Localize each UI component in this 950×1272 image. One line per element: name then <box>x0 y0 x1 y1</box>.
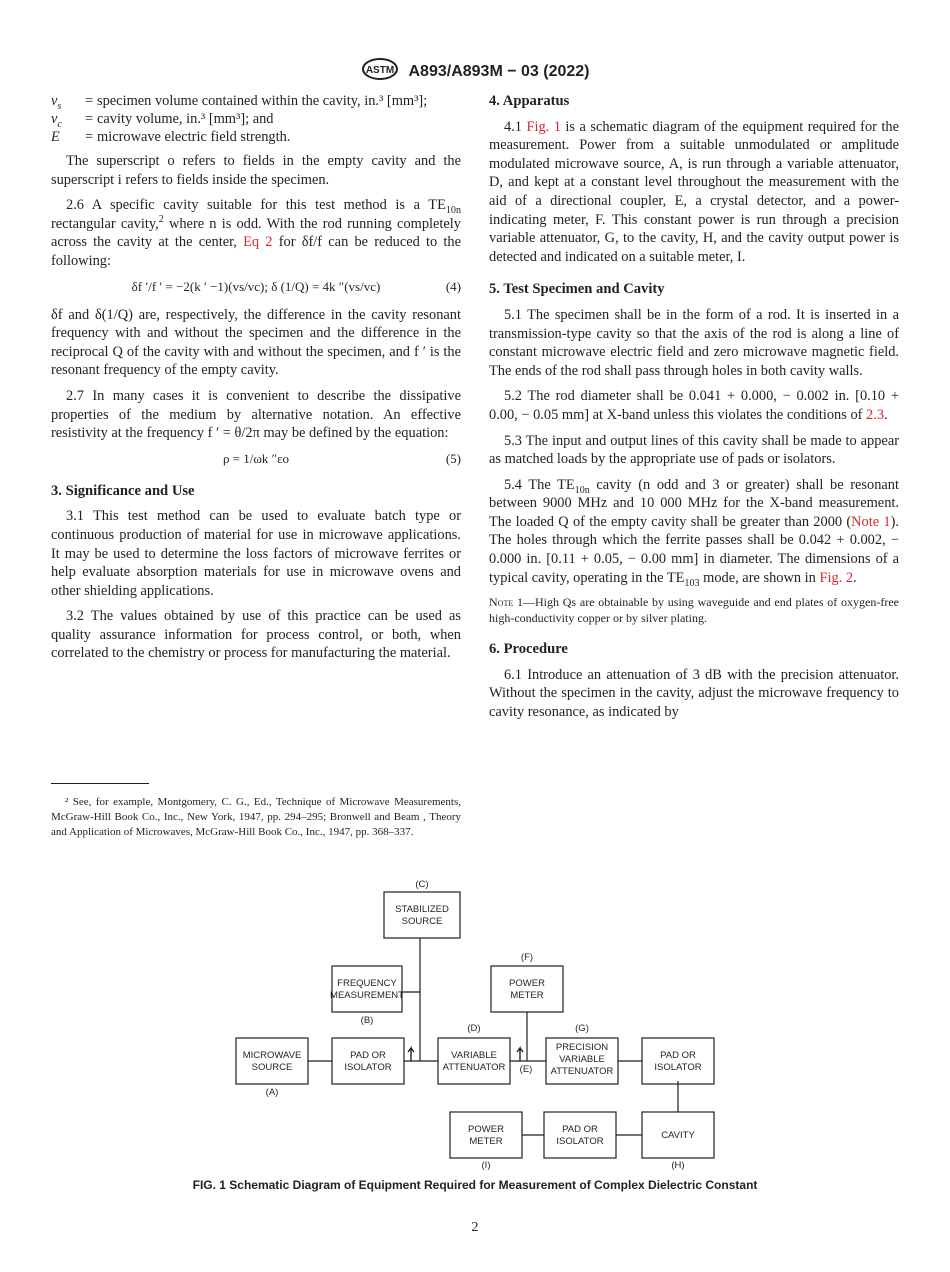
diagram-box-label: SOURCE <box>251 1062 293 1073</box>
schematic-diagram <box>228 876 728 1176</box>
diagram-box-label: MEASUREMENT <box>330 990 404 1001</box>
diagram-box-label: CAVITY <box>661 1130 695 1141</box>
paragraph-3-1: 3.1 This test method can be used to evaluate batch type or continuous production of material for use in microwave applications. It may be used to determine the loss factors of microwave ferrites or help evaluate absorption materials for use in microwave ovens and other shielding applications. <box>51 508 461 599</box>
diagram-box-label: PAD OR <box>660 1050 696 1061</box>
paragraph-2-6: 2.6 A specific cavity suitable for this test method is a $TE_{10n}$ rectangular cavity,$^2$ where n is odd. With the rod running completely across the cavity at the center, Eq 2 for δf/f can be reduced to the following: <box>51 197 461 269</box>
footnote: ² See, for example, Montgomery, C. G., Ed., Technique of Microwave Measurements, McGraw-Hill Book Co., Inc., New York, 1947, pp. 294–295; Bronwell and Beam , Theory and Application of Microwaves, McGraw-Hill Book Co., Inc., 1947, pp. 368–337. <box>51 796 461 838</box>
definitions-list <box>51 92 461 146</box>
footnote-rule <box>51 783 149 784</box>
left-column <box>51 92 461 670</box>
diagram-ref-label: (F) <box>520 952 534 963</box>
diagram-ref-label: (D) <box>467 1023 481 1034</box>
definition-row: $v_c$ = cavity volume, in.³ [mm³]; and <box>51 111 274 130</box>
paragraph-5-2: 5.2 The rod diameter shall be 0.041 + 0.000, − 0.002 in. [0.10 + 0.00, − 0.05 mm] at X-band unless this violates the conditions of 2.3. <box>489 388 899 423</box>
diagram-box-label: VARIABLE <box>451 1050 497 1061</box>
coupler-arrow-icon <box>408 1048 414 1061</box>
section-heading: 5. Test Specimen and Cavity <box>489 281 665 298</box>
figure-caption: FIG. 1 Schematic Diagram of Equipment Required for Measurement of Complex Dielectric Constant <box>192 1178 758 1192</box>
diagram-box-label: PAD OR <box>350 1050 386 1061</box>
section-heading: 6. Procedure <box>489 641 568 658</box>
paragraph-5-1: 5.1 The specimen shall be in the form of a rod. It is inserted in a transmission-type cavity so that the axis of the rod is along a line of constant microwave electric field and zero microwave magnetic field. The ends of the rod shall pass through holes in both cavity walls. <box>489 306 899 379</box>
eq2-link[interactable]: Eq 2 <box>243 234 273 251</box>
diagram-box-label: ISOLATOR <box>654 1062 702 1073</box>
right-column <box>489 92 899 729</box>
svg-text:ASTM: ASTM <box>365 65 394 76</box>
paragraph-6-1: 6.1 Introduce an attenuation of 3 dB with the precision attenuator. Without the specimen in the cavity, adjust the microwave frequency to cavity resonance, as indicated by <box>489 666 899 721</box>
diagram-box-label: SOURCE <box>401 916 443 927</box>
document-title: A893/A893M − 03 (2022) <box>408 62 590 80</box>
diagram-box-label: ISOLATOR <box>556 1136 604 1147</box>
paragraph-2-7: 2.7 In many cases it is convenient to describe the dissipative properties of the medium by alternative notation. An effective resistivity at the frequency f ′ = θ/2π may be defined by the equation: <box>51 387 461 442</box>
diagram-ref-label: (I) <box>481 1160 491 1171</box>
paragraph-superscript: The superscript o refers to fields in the empty cavity and the superscript i refers to fields inside the specimen. <box>51 153 461 188</box>
diagram-box-label: METER <box>510 990 544 1001</box>
diagram-box-label: POWER <box>468 1124 504 1135</box>
diagram-ref-label: (C) <box>415 879 429 890</box>
page-header <box>0 58 950 85</box>
diagram-ref-label: (B) <box>360 1015 374 1026</box>
fig2-link[interactable]: Fig. 2 <box>819 569 854 586</box>
diagram-ref-label: (H) <box>671 1160 685 1171</box>
diagram-box-label: ISOLATOR <box>344 1062 392 1073</box>
page-number: 2 <box>471 1220 479 1235</box>
paragraph-5-3: 5.3 The input and output lines of this cavity shall be made to appear as matched loads by the appropriate use of pads or isolators. <box>489 432 899 468</box>
coupler-arrow-icon <box>517 1048 523 1061</box>
diagram-box-label: VARIABLE <box>559 1054 605 1065</box>
diagram-box-label: FREQUENCY <box>337 978 397 989</box>
paragraph-delta: δf and δ(1/Q) are, respectively, the difference in the cavity resonant frequency with and without the specimen and the difference in the reciprocal Q of the cavity with and without the specimen, and f ′ is the resonant frequency of the empty cavity. <box>51 306 461 379</box>
paragraph-4-1: 4.1 Fig. 1 is a schematic diagram of the equipment required for the measurement. Power from a suitable unmodulated or amplitude modulated microwave source, A, is run through a variable attenuator, D, and kept at a constant level throughout the measurement with the aid of a directional coupler, E, a crystal detector, and a power-indicating meter, F. This constant power is run through a precision variable attenuator, G, to the cavity, H, and the cavity output power is detected and indicated on a suitable meter, I. <box>489 118 899 265</box>
diagram-ref-label: (G) <box>575 1023 589 1034</box>
diagram-ref-label: (A) <box>265 1087 279 1098</box>
fig1-link[interactable]: Fig. 1 <box>526 118 561 135</box>
diagram-box-label: PAD OR <box>562 1124 598 1135</box>
diagram-box-label: METER <box>469 1136 503 1147</box>
diagram-box-label: ATTENUATOR <box>550 1066 614 1077</box>
section-2-3-link[interactable]: 2.3 <box>866 406 885 423</box>
paragraph-5-4: 5.4 The $TE_{10n}$ cavity (n odd and 3 or greater) shall be resonant between 9000 MHz and 10 000 MHz for the X-band measurement. The loaded Q of the empty cavity shall be greater than 2000 (Note 1). The holes through which the ferrite passes shall be 0.042 + 0.002, − 0.000 in. [0.11 + 0.05, − 0.00 mm] in diameter. The dimensions of a typical cavity, operating in the $TE_{103}$ mode, are shown in Fig. 2. <box>489 476 899 589</box>
diagram-box-label: STABILIZED <box>395 904 449 915</box>
equation-number: (5) <box>445 450 461 466</box>
section-heading: 3. Significance and Use <box>51 482 195 499</box>
astm-logo <box>361 58 399 85</box>
definition-row: $v_s$ = specimen volume contained within the cavity, in.³ [mm³]; <box>51 93 428 112</box>
diagram-box-label: PRECISION <box>555 1042 609 1053</box>
diagram-box-label: ATTENUATOR <box>442 1062 506 1073</box>
section-heading: 4. Apparatus <box>489 93 570 109</box>
note-1: Note 1—High Qs are obtainable by using waveguide and end plates of oxygen-free high-conductivity copper or by silver plating. <box>489 595 900 626</box>
definition-row: E = microwave electric field strength. <box>51 129 291 145</box>
equation-5: ρ = 1/ωk ″εo (5) <box>222 450 461 466</box>
equation-number: (4) <box>445 278 461 294</box>
diagram-box-label: MICROWAVE <box>242 1050 302 1061</box>
diagram-ref-label: (E) <box>519 1064 533 1075</box>
diagram-box-label: POWER <box>509 978 545 989</box>
equation-4: δf ′/f ′ = −2(k ′ −1)(vs/vc); δ (1/Q) = 4k ″(vs/vc) (4) <box>131 278 461 294</box>
note1-link[interactable]: Note 1 <box>851 513 891 530</box>
paragraph-3-2: 3.2 The values obtained by use of this practice can be used as quality assurance information for process control, or both, when correlated to the chemistry or process for manufacturing the material. <box>51 608 461 662</box>
